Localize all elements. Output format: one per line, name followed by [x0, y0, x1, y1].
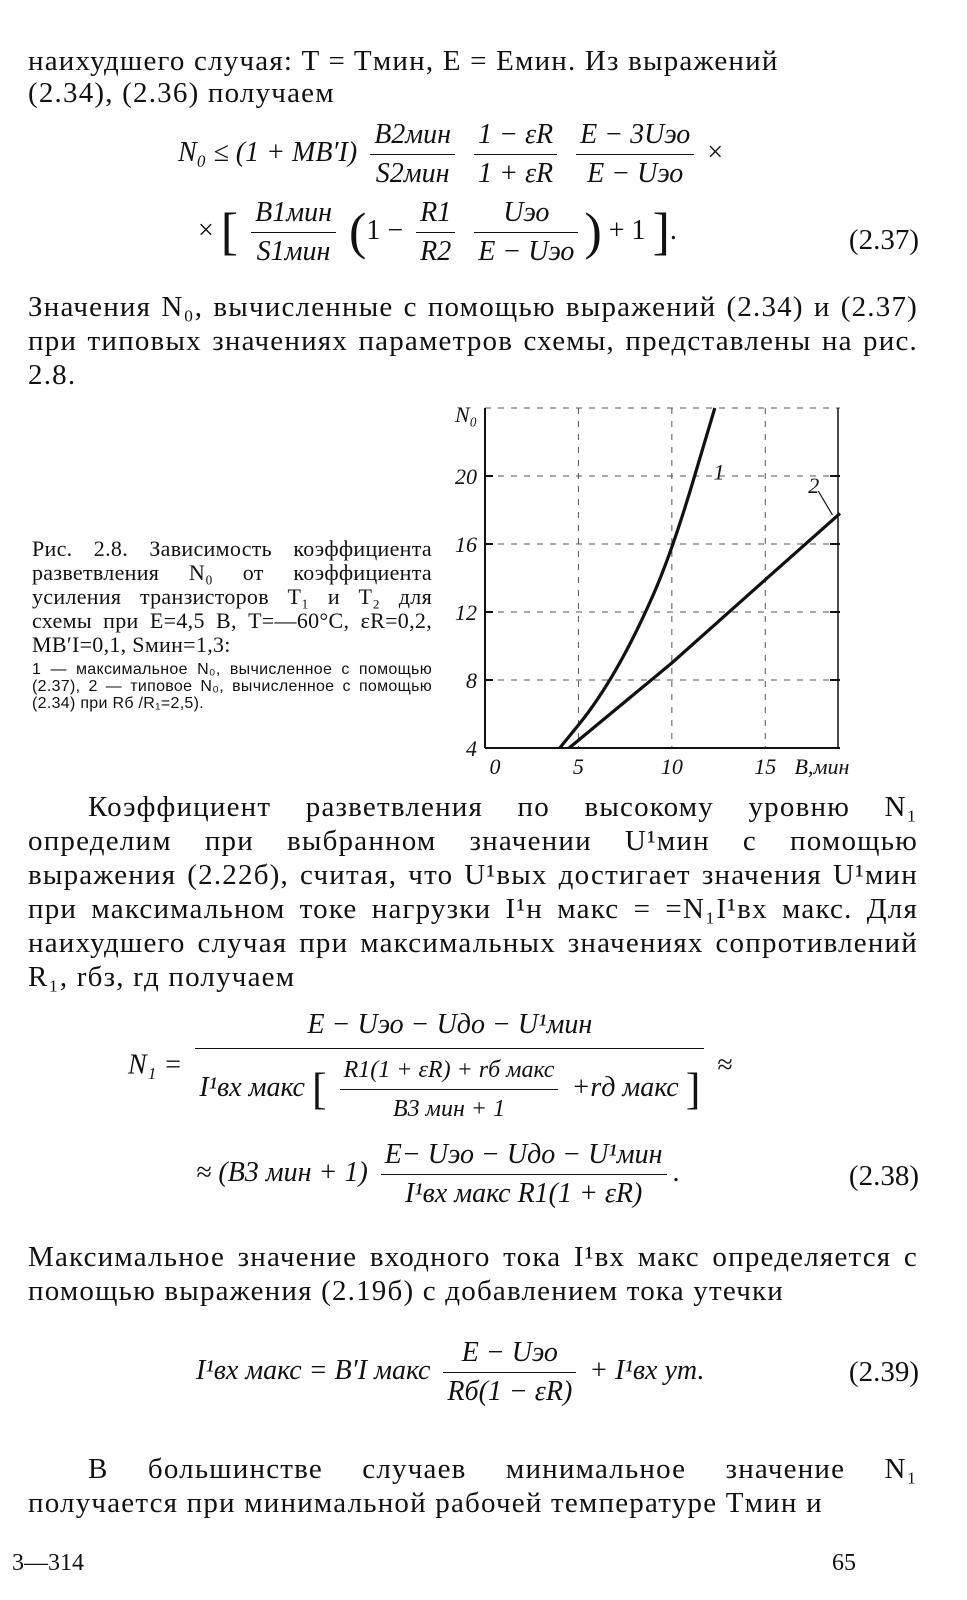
eq237-frac-3: $\frac{\text{E − 3Uэо}}{\text{E − Uэо}}$ — [576, 118, 694, 191]
footer-signature: 3—314 — [12, 1550, 84, 1576]
series-label-2: 2 — [808, 473, 820, 498]
eq237-line2-times: × — [198, 214, 214, 246]
caption-main-text: Рис. 2.8. Зависимость коэффициента разветвления N₀ от коэффициента усиления транзисторов T₁ и T₂ для схемы при E=4,5 В, T=—60°С, εR=0,2, MB′I=0,1, Sмин=1,3: — [32, 536, 432, 657]
eq238-approx: ≈ — [717, 1049, 733, 1081]
paragraph-2: Значения N₀, вычисленные с помощью выражений (2.34) и (2.37) при типовых значениях параметров схемы, представлены на рис. 2.8. — [28, 291, 918, 391]
y-tick-label-16: 16 — [455, 532, 477, 557]
eq237-frac-2: $\frac{1 - \varepsilon R}{1 + \varepsilon R}$ — [474, 118, 557, 191]
x-tick-label-15: 15 — [754, 754, 777, 779]
y-tick-label-8: 8 — [466, 668, 477, 693]
y-tick-label-20: 20 — [455, 464, 477, 489]
equation-2-39 — [196, 1336, 704, 1409]
figure-caption — [32, 537, 432, 712]
chart-labels — [454, 402, 850, 779]
equation-number-2-37: (2.37) — [848, 224, 919, 256]
eq238-line2-frac: $\frac{\text{E− Uэо − Uдо − U¹мин}}{\text{I¹вх макс R1(1 + εR)}}$ — [381, 1138, 667, 1211]
figure-2-8-chart — [440, 400, 860, 785]
page-number: 65 — [832, 1550, 856, 1576]
chart-series — [560, 408, 840, 748]
series-line-1 — [560, 408, 715, 748]
equation-number-2-38: (2.38) — [848, 1160, 919, 1192]
paragraph-1-line-1: наихудшего случая: T = Tмин, E = Eмин. Из выражений — [28, 45, 779, 77]
chart-axes — [485, 408, 840, 748]
eq239-frac: $\frac{\text{E − Uэо}}{Rб(1 - \varepsilon R)}$ — [443, 1336, 576, 1409]
eq238-lhs: N₁ = — [128, 1049, 183, 1081]
eq238-main-frac — [195, 1008, 704, 1126]
y-tick-label-4: 4 — [466, 736, 477, 761]
eq237-frac-6: $\frac{\text{Uэо}}{\text{E − Uэо}}$ — [474, 196, 578, 269]
x-axis-label: B,мин — [794, 754, 850, 779]
eq239-rhs: + I¹вх ут. — [589, 1354, 705, 1386]
eq237-plus-one: + 1 — [608, 214, 646, 246]
equation-2-37-line-2: × [ $\frac{\text{B1мин}}{\text{S1мин}}$ (1 − $\frac{R1}{R2}$ $\frac{\text{Uэо}}{\text{E − Uэо}}$ ) + 1 ]. — [198, 197, 677, 267]
chart-grid — [485, 408, 840, 748]
equation-2-38-line-2: ≈ (B3 мин + 1) $\frac{\text{E− Uэо − Uдо − U¹мин}}{\text{I¹вх макс R1(1 + εR)}}$ . — [196, 1139, 680, 1209]
equation-2-37-line-1 — [178, 118, 723, 191]
x-tick-label-5: 5 — [572, 754, 584, 779]
y-axis-label: N₀ — [455, 402, 478, 427]
equation-2-38-line-1 — [128, 1008, 733, 1126]
eq237-frac-4: $\frac{\text{B1мин}}{\text{S1мин}}$ — [251, 196, 336, 269]
series-line-2 — [569, 513, 840, 748]
eq237-frac-1: $\frac{\text{B2мин}}{\text{S2мин}}$ — [370, 118, 455, 191]
eq237-lhs: N₀ ≤ (1 + MB′I) — [178, 136, 358, 168]
eq237-frac-5: $\frac{R1}{R2}$ — [416, 196, 455, 269]
paragraph-3: Коэффициент разветвления по высокому уровню N₁ определим при выбранном значении U¹мин с помощью выражения (2.22б), считая, что U¹вых достигает значения U¹мин при максимальном токе нагрузки I¹н макс = =N₁I¹вх макс. Для наихудшего случая при максимальных значениях сопротивлений R₁, rбз, rд получаем — [28, 791, 918, 993]
eq237-one-minus: 1 − — [366, 214, 404, 246]
paragraph-1-line-2: (2.34), (2.36) получаем — [28, 77, 335, 109]
equation-number-2-39: (2.39) — [848, 1356, 919, 1388]
series-label-2-leader — [818, 491, 832, 515]
caption-notes: 1 — максимальное N₀, вычисленное с помощью (2.37), 2 — типовое N₀, вычисленное с помощью (2.34) при Rб /R₁=2,5). — [32, 661, 432, 712]
y-tick-label-12: 12 — [455, 600, 477, 625]
eq237-times: × — [707, 136, 724, 168]
series-label-1: 1 — [713, 459, 725, 485]
paragraph-4: Максимальное значение входного тока I¹вх макс определяется с помощью выражения (2.19б) с добавлением тока утечки — [28, 1241, 918, 1307]
eq238-line2-prefix: ≈ (B3 мин + 1) — [196, 1156, 368, 1188]
x-tick-label-10: 10 — [660, 754, 683, 779]
eq238-denominator: I¹вх макс [ $\frac{\text{R1(1 + εR) + rб макс}}{\text{B3 мин + 1}}$ +rд макс ] — [195, 1049, 704, 1126]
x-tick-label-0: 0 — [489, 754, 501, 779]
paragraph-5: В большинстве случаев минимальное значение N₁ получается при минимальной рабочей температуре Tмин и — [28, 1453, 918, 1519]
eq239-lhs: I¹вх макс = B′I макс — [196, 1354, 431, 1386]
eq238-numerator: E − Uэо − Uдо − U¹мин — [195, 1008, 704, 1049]
